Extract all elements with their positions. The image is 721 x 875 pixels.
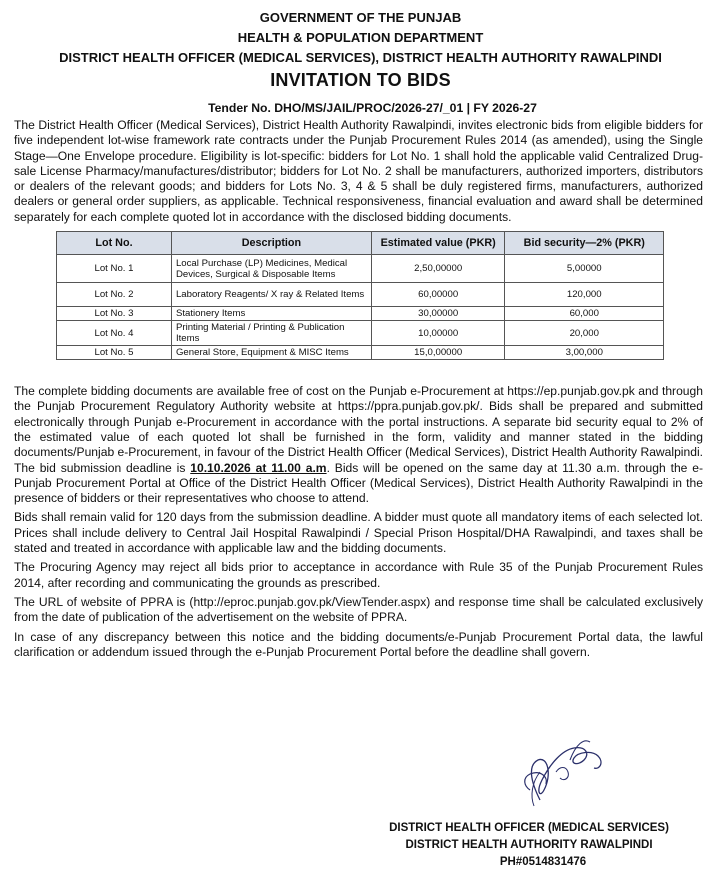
security-cell: 5,00000 [505,255,664,283]
signature-icon [500,720,620,815]
header-estimated-value: Estimated value (PKR) [371,232,505,255]
lot-cell: Lot No. 3 [57,307,172,321]
signatory-title: DISTRICT HEALTH OFFICER (MEDICAL SERVICES) [389,822,669,834]
office-heading: DISTRICT HEALTH OFFICER (MEDICAL SERVICES), DISTRICT HEALTH AUTHORITY RAWALPINDI [59,50,662,65]
notice-title: INVITATION TO BIDS [270,70,451,90]
signatory-block [369,820,689,871]
lot-cell: Lot No. 1 [57,255,172,283]
submission-deadline: 10.10.2026 at 11.00 a.m [190,460,327,475]
security-cell: 60,000 [505,307,664,321]
signatory-office: DISTRICT HEALTH AUTHORITY RAWALPINDI [405,839,653,851]
table-row [57,321,664,346]
value-cell: 15,0,00000 [371,346,505,360]
opening-text: . Bids will be opened on the same day at 11.30 a.m. through the e-Punjab Procurement Portal at Office of the District Health Officer (Medical Services), District Health Authority Rawalpindi in the presence of bidders or their representatives who choose to attend. [14,460,704,506]
discrepancy-paragraph: In case of any discrepancy between this notice and the bidding documents/e-Punjab Procurement Portal data, the lawful clarification or addendum issued through the e-Punjab Procurement Portal before the deadline shall govern. [14,629,703,659]
bidding-documents-paragraph [14,384,703,506]
description-cell: Local Purchase (LP) Medicines, Medical Devices, Surgical & Disposable Items [171,255,371,283]
phone-number: PH#0514831476 [499,856,587,868]
table-header-row [57,232,664,255]
security-cell: 3,00,000 [505,346,664,360]
bid-validity-paragraph: Bids shall remain valid for 120 days from the submission deadline. A bidder must quote all mandatory items of each selected lot. Prices shall include delivery to Central Jail Hospital Rawalpindi / Special Prison Hospital/DHA Rawalpindi, and taxes shall be stated and treated in accordance with applicable law and the bidding documents. [14,510,703,556]
header-description: Description [171,232,371,255]
description-cell: Stationery Items [171,307,371,321]
description-cell: Laboratory Reagents/ X ray & Related Items [171,283,371,307]
intro-paragraph: The District Health Officer (Medical Services), District Health Authority Rawalpindi, invites electronic bids from eligible bidders for five independent lot-wise framework rate contracts under the Punjab Procurement Rules 2014 (as amended), using the Single Stage—One Envelope procedure. Eligibility is lot-specific: bidders for Lot No. 1 shall hold the applicable valid Centralized Drug-sale License Pharmacy/manufactures/distributor; bidders for Lot No. 2 shall be manufacturers, authorized importers, distributors or dealers of the relevant goods; and bidders for Lots No. 3, 4 & 5 shall be duly registered firms, manufacturers, authorized dealers or general order suppliers, as applicable. Technical responsiveness, financial evaluation and award shall be determined separately for each complete quoted lot in accordance with the disclosed bidding documents. [14,118,703,224]
lot-cell: Lot No. 2 [57,283,172,307]
header-bid-security: Bid security—2% (PKR) [505,232,664,255]
table-row [57,255,664,283]
table-row [57,283,664,307]
table-row [57,307,664,321]
value-cell: 60,00000 [371,283,505,307]
tender-notice-page [0,8,721,875]
security-cell: 120,000 [505,283,664,307]
ppra-url-paragraph: The URL of website of PPRA is (http://eproc.punjab.gov.pk/ViewTender.aspx) and response time shall be calculated exclusively from the date of publication of the advertisement on the website of PPRA. [14,594,703,625]
value-cell: 30,00000 [371,307,505,321]
lots-table [56,231,664,360]
description-cell: Printing Material / Printing & Publication Items [171,321,371,346]
bidding-documents-text: The complete bidding documents are available free of cost on the Punjab e-Procurement at https://ep.punjab.gov.pk and through the Punjab Procurement Regulatory Authority website at https://ppra.punjab.gov.pk/. Bids shall be prepared and submitted electronically through Punjab e-Procurement in accordance with the portal instructions. A separate bid security equal to 2% of the estimated value of each quoted lot shall be furnished in the form, validity and manner stated in the bidding documents/Punjab e-Procurement, in favour of the District Health Officer (Medical Services), District Health Authority Rawalpindi. The bid submission deadline is [14,384,703,475]
security-cell: 20,000 [505,321,664,346]
department-heading: HEALTH & POPULATION DEPARTMENT [237,30,484,45]
value-cell: 2,50,00000 [371,255,505,283]
description-cell: General Store, Equipment & MISC Items [171,346,371,360]
table-row [57,346,664,360]
tender-number: Tender No. DHO/MS/JAIL/PROC/2026-27/_01 | FY 2026-27 [208,101,537,115]
rejection-paragraph: The Procuring Agency may reject all bids prior to acceptance in accordance with Rule 35 of the Punjab Procurement Rules 2014, after recording and communicating the grounds as prescribed. [14,560,703,590]
government-heading: GOVERNMENT OF THE PUNJAB [259,10,462,25]
lot-cell: Lot No. 5 [57,346,172,360]
value-cell: 10,00000 [371,321,505,346]
lot-cell: Lot No. 4 [57,321,172,346]
header-lot-no: Lot No. [57,232,172,255]
